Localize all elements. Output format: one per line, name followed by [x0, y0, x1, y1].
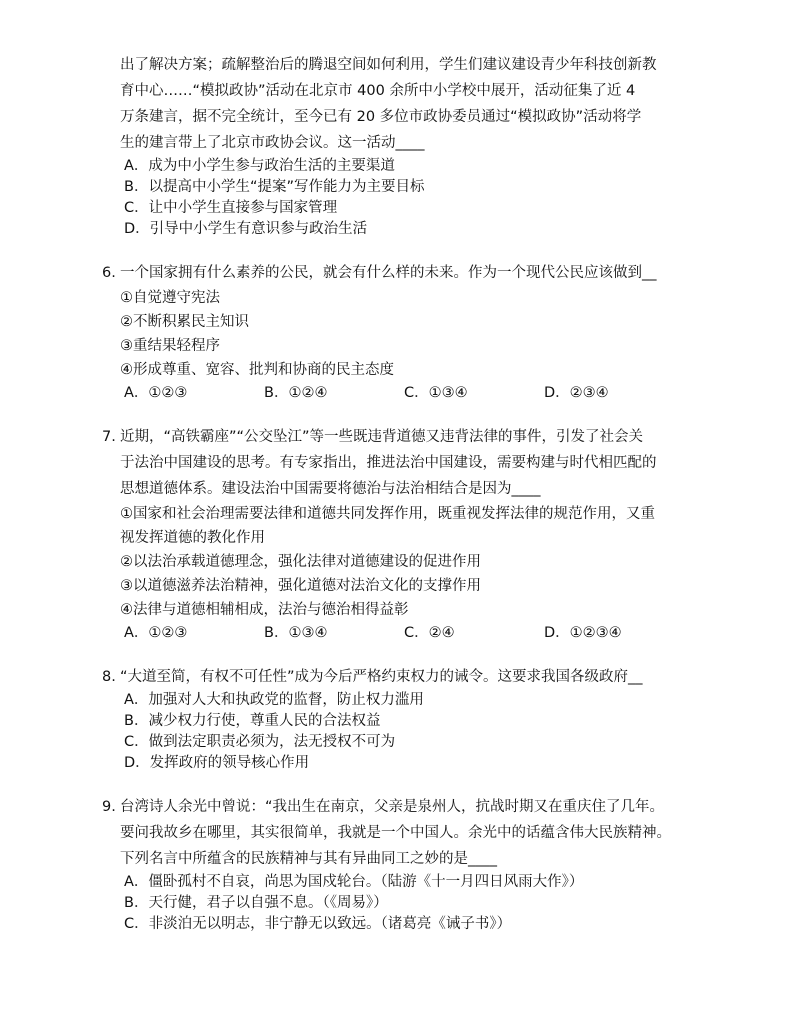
stem-line: 生的建言带上了北京市政协会议。这一活动____ [120, 135, 425, 151]
option-b: B．①③④ [264, 625, 328, 641]
stem-line: 一个国家拥有什么素养的公民，就会有什么样的未来。作为一个现代公民应该做到__ [120, 265, 657, 281]
question-5-stem [120, 52, 708, 156]
option-b: B．①②④ [264, 385, 328, 401]
question-number: 8. [102, 669, 116, 685]
statement-1 [102, 502, 708, 550]
stem-line: 要问我故乡在哪里，其实很简单，我就是一个中国人。余光中的话蕴含伟大民族精神。 [120, 825, 671, 841]
statement-line: 视发挥道德的教化作用 [120, 530, 265, 546]
stem-line: 台湾诗人余光中曾说：“我出生在南京，父亲是泉州人，抗战时期又在重庆住了几年。 [120, 799, 665, 815]
option-d: D．②③④ [544, 385, 609, 401]
option-c: C．让中小学生直接参与国家管理 [124, 200, 338, 216]
option-a: A．僵卧孤村不自哀，尚思为国戍轮台。（陆游《十一月四日风雨大作》） [124, 874, 584, 890]
question-9-stem [102, 794, 708, 872]
question-8 [102, 664, 708, 774]
option-a: A．加强对人大和执政党的监督，防止权力滥用 [124, 692, 424, 708]
option-c: C．②④ [404, 625, 455, 641]
statement-4: ④法律与道德相辅相成，法治与德治相得益彰 [120, 602, 409, 618]
stem-line: 出了解决方案；疏解整治后的腾退空间如何利用，学生们建议建设青少年科技创新教 [120, 57, 657, 73]
question-8-stem [102, 664, 708, 690]
question-7-stem [102, 424, 708, 502]
option-a: A．成为中小学生参与政治生活的主要渠道 [124, 158, 395, 174]
statement-3: ③以道德滋养法治精神，强化道德对法治文化的支撑作用 [120, 578, 481, 594]
stem-line: 思想道德体系。建设法治中国需要将德治与法治相结合是因为____ [120, 481, 541, 497]
question-6-stem [102, 260, 708, 286]
option-row [102, 382, 708, 404]
option-d: D．①②③④ [544, 625, 622, 641]
stem-line: 万条建言，据不完全统计，至今已有 20 多位市政协委员通过“模拟政协”活动将学 [120, 109, 642, 125]
option-c: C．①③④ [404, 385, 468, 401]
stem-line: 近期，“高铁霸座”“公交坠江”等一些既违背道德又违背法律的事件，引发了社会关 [120, 429, 644, 445]
statement-2: ②不断积累民主知识 [120, 314, 249, 330]
option-b: B．减少权力行使，尊重人民的合法权益 [124, 713, 381, 729]
option-b: B．以提高中小学生“提案”写作能力为主要目标 [124, 179, 425, 195]
stem-line: 下列名言中所蕴含的民族精神与其有异曲同工之妙的是____ [120, 851, 497, 867]
option-row [102, 622, 708, 644]
statement-4: ④形成尊重、宽容、批判和协商的民主态度 [120, 362, 394, 378]
option-b: B．天行健，君子以自强不息。（《周易》） [124, 895, 388, 911]
option-d: D．引导中小学生有意识参与政治生活 [124, 221, 368, 237]
question-9 [102, 794, 708, 935]
question-number: 9. [102, 799, 116, 815]
statement-3: ③重结果轻程序 [120, 338, 220, 354]
stem-line: 于法治中国建设的思考。有专家指出，推进法治中国建设，需要构建与时代相匹配的 [120, 455, 657, 471]
option-c: C．做到法定职责必须为，法无授权不可为 [124, 734, 396, 750]
question-number: 6. [102, 265, 116, 281]
option-d: D．发挥政府的领导核心作用 [124, 755, 310, 771]
statement-line: ①国家和社会治理需要法律和道德共同发挥作用，既重视发挥法律的规范作用，又重 [120, 506, 655, 522]
option-a: A．①②③ [124, 385, 188, 401]
stem-line: “大道至简，有权不可任性”成为今后严格约束权力的诫令。这要求我国各级政府__ [120, 669, 643, 685]
question-7 [102, 424, 708, 644]
option-a: A．①②③ [124, 625, 188, 641]
statement-2: ②以法治承载道德理念，强化法律对道德建设的促进作用 [120, 554, 481, 570]
question-5 [102, 52, 708, 240]
question-number: 7. [102, 429, 116, 445]
option-c: C．非淡泊无以明志，非宁静无以致远。（诸葛亮《诫子书》） [124, 916, 512, 932]
statement-1: ①自觉遵守宪法 [120, 290, 220, 306]
question-6 [102, 260, 708, 404]
stem-line: 育中心……“模拟政协”活动在北京市 400 余所中小学校中展开，活动征集了近 4 [120, 83, 636, 99]
